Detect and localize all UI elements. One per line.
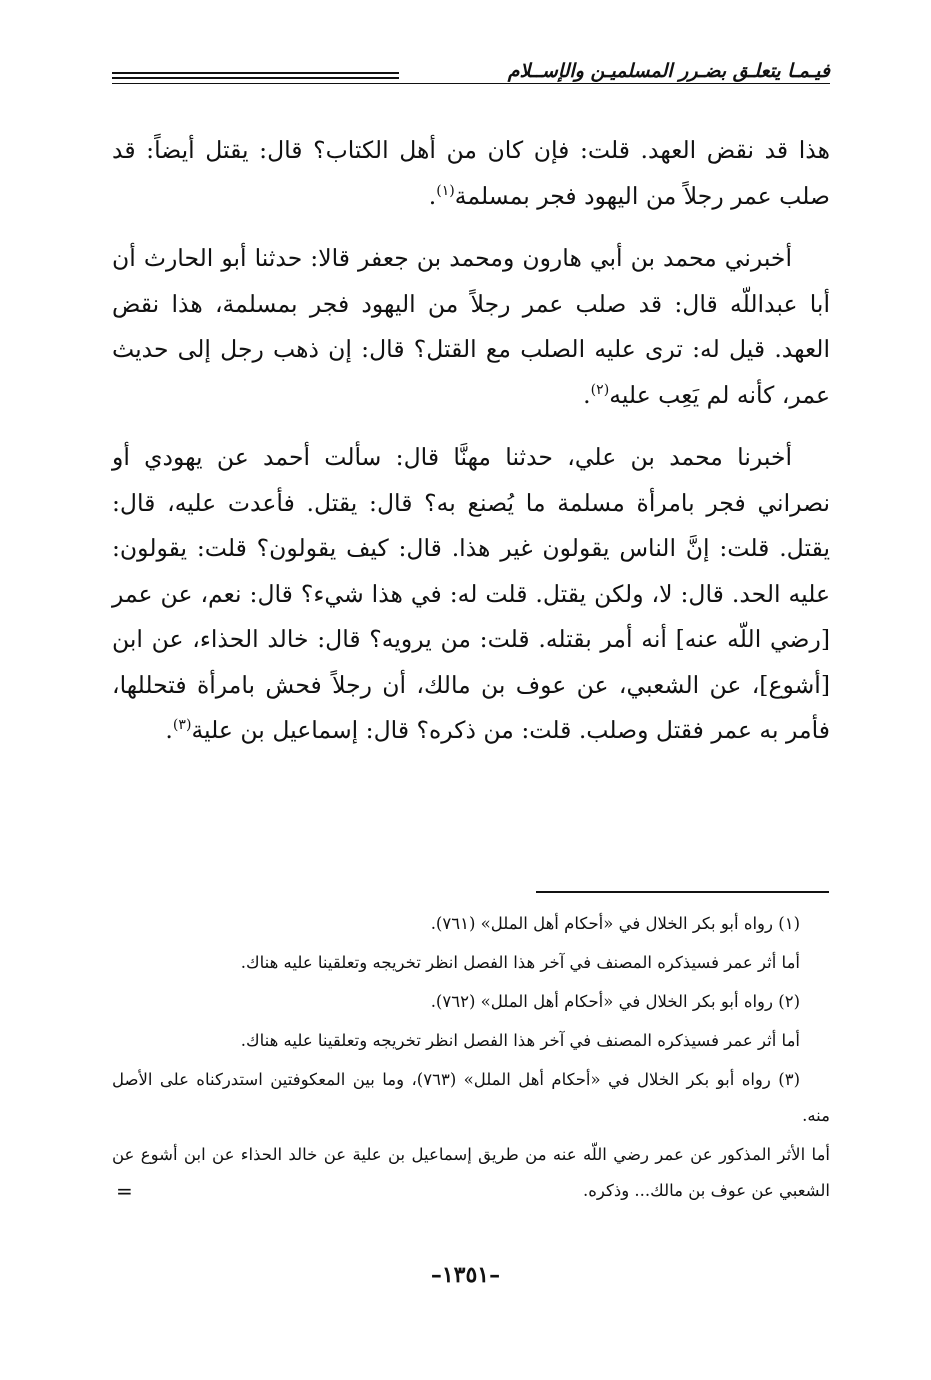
footnote-ref-1: (١) bbox=[436, 182, 455, 199]
continuation-mark: = bbox=[116, 1179, 133, 1203]
header-underline bbox=[112, 83, 830, 84]
footnotes bbox=[112, 906, 830, 1212]
footnote-1-note: أما أثر عمر فسيذكره المصنف في آخر هذا الفصل انظر تخريجه وتعلقينا عليه هناك. bbox=[240, 953, 800, 972]
page-number: –١٣٥١– bbox=[430, 1262, 501, 1288]
main-text bbox=[112, 128, 830, 771]
footnote-ref-2: (٢) bbox=[590, 381, 610, 398]
header-rule-lower bbox=[112, 77, 399, 79]
paragraph-2: أخبرني محمد بن أبي هارون ومحمد بن جعفر قالا: حدثنا أبو الحارث أن أبا عبداللّه قال: قد صلب عمر رجلاً من اليهود فجر بمسلمة، هذا نقض العهد. قيل له: ترى عليه الصلب مع القتل؟ قال: إن ذهب رجل إلى حديث عمر، كأنه لم يَعِب عليه$^{(٢)}$. bbox=[112, 244, 830, 409]
footnote-ref-3: (٣) bbox=[172, 717, 192, 734]
running-header bbox=[112, 58, 830, 98]
paragraph-1: هذا قد نقض العهد. قلت: فإن كان من أهل الكتاب؟ قال: يقتل أيضاً: قد صلب عمر رجلاً من اليهود فجر بمسلمة$^{(١)}$. bbox=[112, 136, 830, 210]
footnote-2: (٢) رواه أبو بكر الخلال في «أحكام أهل الملل» (٧٦٢). bbox=[430, 992, 800, 1011]
footnote-3-note: أما الأثر المذكور عن عمر رضي اللّه عنه من طريق إسماعيل بن علية عن خالد الحذاء عن ابن أشوع عن الشعبي عن عوف بن مالك... وذكره. = bbox=[112, 1137, 830, 1209]
paragraph-3: أخبرنا محمد بن علي، حدثنا مهنَّا قال: سألت أحمد عن يهودي أو نصراني فجر بامرأة مسلمة ما يُصنع به؟ قال: يقتل. فأعدت عليه، قال: يقتل. قلت: إنَّ الناس يقولون غير هذا. قال: كيف يقولون؟ قلت: يقولون: عليه الحد. قال: لا، ولكن يقتل. قلت له: في هذا شيء؟ قال: نعم، عن عمر [رضي اللّه عنه] أنه أمر بقتله. قلت: من يرويه؟ قال: خالد الحذاء، عن ابن [أشوع]، عن الشعبي، عن عوف بن مالك، أن رجلاً فحش بامرأة فتحللها، فأمر به عمر فقتل وصلب. قلت: من ذكره؟ قال: إسماعيل بن علية$^{(٣)}$. bbox=[112, 443, 830, 744]
footnote-3: (٣) رواه أبو بكر الخلال في «أحكام أهل الملل» (٧٦٣)، وما بين المعكوفتين استدركناه على الأصل منه. bbox=[112, 1070, 830, 1125]
footnote-2-note: أما أثر عمر فسيذكره المصنف في آخر هذا الفصل انظر تخريجه وتعلقينا عليه هناك. bbox=[240, 1031, 800, 1050]
footnote-1: (١) رواه أبو بكر الخلال في «أحكام أهل الملل» (٧٦١). bbox=[430, 914, 800, 933]
header-rule-upper bbox=[112, 72, 399, 74]
header-title: فيـمـا يتعلـق بضـرر المسلميـن والإســلام bbox=[507, 60, 830, 82]
footnote-separator bbox=[536, 891, 829, 893]
